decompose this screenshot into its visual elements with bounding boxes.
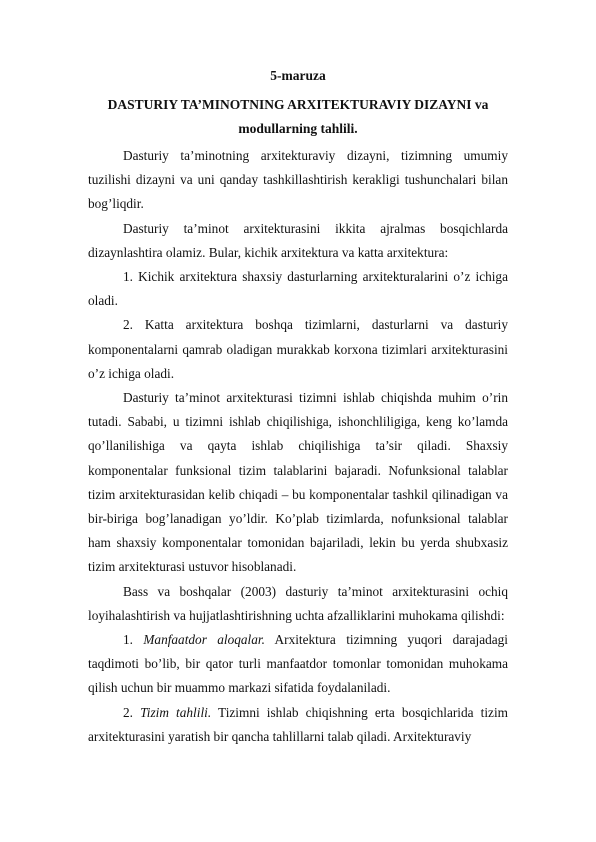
paragraph-intro: Dasturiy ta’minotning arxitekturaviy dizayni, tizimning umumiy tuzilishi dizayni va uni qanday tashkillashtirish kerakligi tushunchalari bilan bog’liqdir. [88, 148, 508, 212]
paragraph-architecture-role: Dasturiy ta’minot arxitekturasi tizimni ishlab chiqishda muhim o’rin tutadi. Sababi, u tizimni ishlab chiqilishiga, ishonchliligiga, keng ko’lamda qo’llanilishiga va qayta ishlab chiqilishiga ta’sir qiladi. Shaxsiy komponentalar funksional tizim talablarini bajaradi. Nofunksional talablar tizim arxitekturasidan kelib chiqadi – bu komponentalar tashkil qilinadigan va bir-biriga bog’lanadigan yo’ldir. Ko’plab tizimlarda, nofunksional talablar ham shaxsiy komponentalar tomonidan bajariladi, lekin bu yerda shubxasiz tizim arxitekturasi ustuvor hisoblanadi. [88, 390, 508, 575]
term-stakeholder: Manfaatdor aloqalar. [143, 632, 265, 648]
paragraph-system-analysis [88, 701, 508, 749]
paragraph-small-architecture: 1. Kichik arxitektura shaxsiy dasturlarning arxitekturalarini o’z ichiga oladi. [88, 269, 508, 309]
lecture-number: 5-maruza [270, 68, 326, 83]
document-title-line2: modullarning tahlili. [238, 121, 358, 136]
list-number: 1. [123, 632, 144, 648]
paragraph-stakeholder [88, 628, 508, 701]
paragraph-large-architecture: 2. Katta arxitektura boshqa tizimlarni, dasturlarni va dasturiy komponentalarni qamrab oladigan murakkab korxona tizimlari arxitekturasini o’z ichiga oladi. [88, 317, 508, 381]
paragraph-bass: Bass va boshqalar (2003) dasturiy ta’minot arxitekturasini ochiq loyihalashtirish va hujjatlashtirishning uchta afzalliklarini muhokama qilishdi: [88, 583, 508, 623]
paragraph-stakeholder-text: Arxitektura tizimning yuqori darajadagi taqdimoti bo’lib, bir qator turli manfaatdor tomonlar tomonidan muhokama qilish uchun bir muammo markazi sifatida foydalaniladi. [88, 632, 508, 696]
list-number: 2. [123, 704, 141, 720]
term-system-analysis: Tizim tahlili. [140, 704, 212, 720]
document-body [88, 144, 508, 749]
document-title-line1: DASTURIY TA’MINOTNING ARXITEKTURAVIY DIZAYNI va [107, 97, 489, 112]
paragraph-system-analysis-text: Tizimni ishlab chiqishning erta bosqichlarida tizim arxitekturasini yaratish bir qancha tahlillarni talab qiladi. Arxitekturaviy [88, 704, 508, 744]
paragraph-stages: Dasturiy ta’minot arxitekturasini ikkita ajralmas bosqichlarda dizaynlashtira olamiz. Bular, kichik arxitektura va katta arxitektura: [88, 220, 508, 260]
